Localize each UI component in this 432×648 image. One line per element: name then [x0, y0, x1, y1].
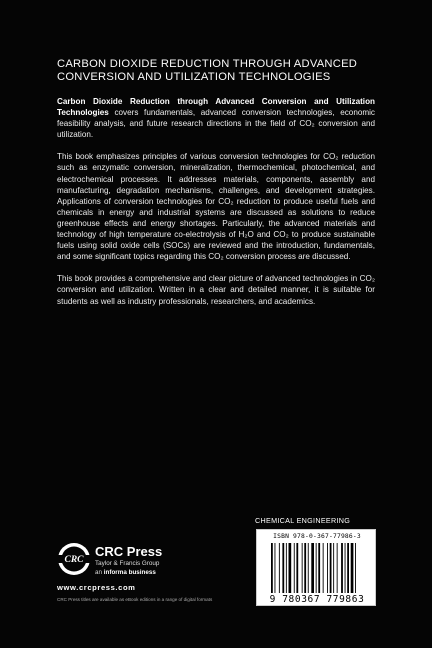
publisher-group: Taylor & Francis Group [95, 560, 160, 567]
paragraph-technologies: This book emphasizes principles of various conversion technologies for CO₂ reduction such as enzymatic conversion, mineralization, thermochemical, photochemical, and electrochemical processes. It addresses materials, components, assembly and manufacturing, degradation mechanisms, challenges, and development strategies. Applications of conversion technologies for CO₂ reduction to produce useful fuels and chemicals in energy and industrial systems are discussed as solutions to reduce greenhouse effects and energy shortages. Particularly, the advanced materials and technology of high temperature co-electrolysis of H₂O and CO₂ to produce sustainable fuels using solid oxide cells (SOCs) are reviewed and the introduction, fundamentals, and some significant topics regarding this CO₂ conversion process are discussed. [57, 152, 375, 262]
publisher-url[interactable]: www.crcpress.com [57, 583, 136, 592]
paragraph-summary: This book provides a comprehensive and clear picture of advanced technologies in CO₂ conversion and utilization. Written in a clear and detailed manner, it is suitable for students as well as industry professionals, researchers, and academics. [57, 274, 375, 306]
intro-paragraph [57, 96, 375, 140]
description [57, 96, 375, 318]
subject-category: CHEMICAL ENGINEERING [255, 516, 351, 525]
ebook-note: CRC Press titles are available as eBook editions in a range of digital formats [57, 597, 213, 602]
barcode-bars [271, 543, 371, 593]
publisher-name: CRC Press [95, 544, 163, 559]
book-title: CARBON DIOXIDE REDUCTION THROUGH ADVANCED CONVERSION AND UTILIZATION TECHNOLOGIES [57, 58, 358, 83]
crc-logo-text: CRC [64, 555, 84, 565]
barcode [256, 529, 376, 606]
business-prefix: an [95, 569, 103, 576]
intro-text: covers fundamentals, advanced conversion technologies, economic feasibility analysis, and future research directions in the field of CO₂ conversion and utilization. [57, 108, 375, 140]
isbn-label: ISBN 978-0-367-77986-3 [273, 533, 361, 540]
publisher-business [95, 569, 156, 576]
barcode-number: 9 780367 779863 [269, 594, 365, 605]
intro-bold-title: Carbon Dioxide Reduction through Advanced Conversion and Utilization Technologies [57, 97, 375, 118]
business-name: informa business [103, 569, 156, 576]
crc-press-logo-icon [57, 542, 91, 576]
